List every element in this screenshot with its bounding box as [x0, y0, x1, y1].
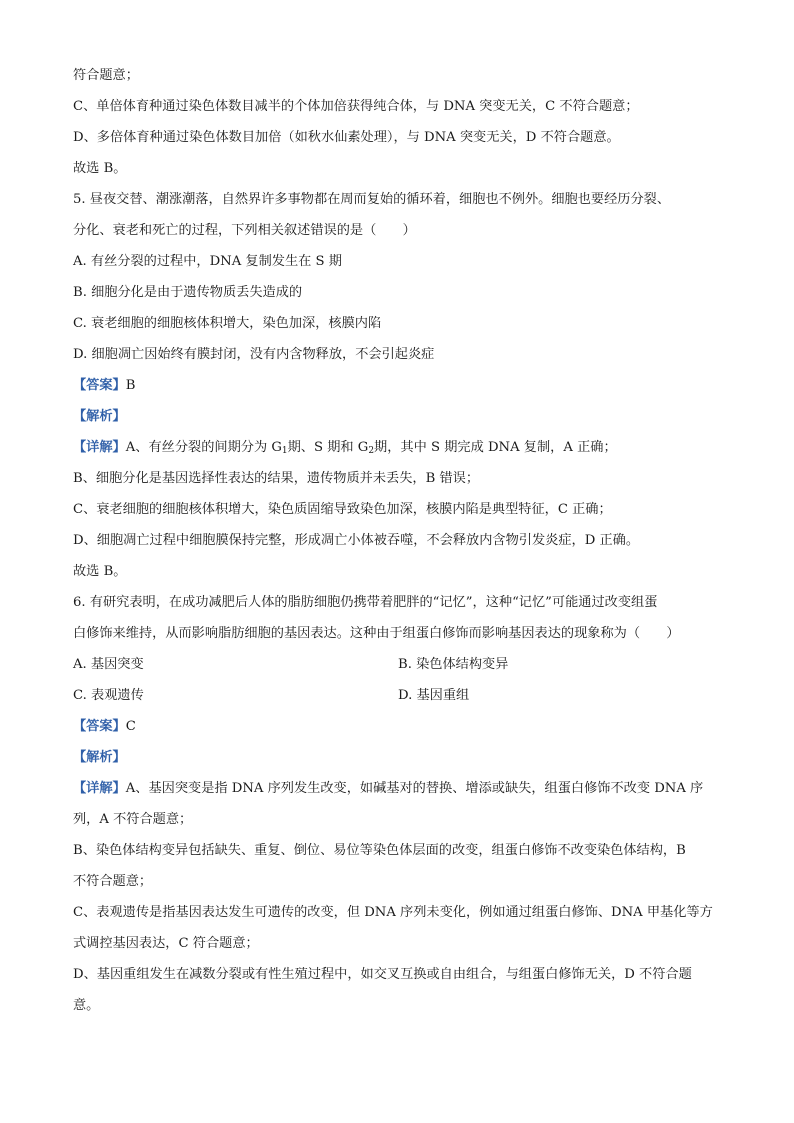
section-line	[73, 370, 723, 401]
section-line	[73, 711, 723, 742]
section-tag: 【详解】	[73, 440, 126, 455]
section-line	[73, 742, 723, 773]
section-tag: 【答案】	[73, 378, 126, 393]
text-line: B、染色体结构变异包括缺失、重复、倒位、易位等染色体层面的改变，组蛋白修饰不改变染色体结构，B	[73, 843, 686, 858]
section-tag: 【解析】	[73, 409, 126, 424]
section-tag: 【答案】	[73, 719, 126, 734]
text-line: 6. 有研究表明，在成功减肥后人体的脂肪细胞仍携带着肥胖的“记忆”，这种“记忆”可能通过改变组蛋	[73, 595, 658, 610]
text-line: D、细胞凋亡过程中细胞膜保持完整，形成凋亡小体被吞噬，不会释放内含物引发炎症，D 正确。	[73, 533, 640, 548]
text-line: 分化、衰老和死亡的过程，下列相关叙述错误的是（ ）	[73, 223, 416, 238]
document-page	[73, 60, 723, 1021]
text-line: B. 细胞分化是由于遗传物质丢失造成的	[73, 285, 303, 300]
subscript: 2	[368, 446, 375, 456]
section-line	[73, 401, 723, 432]
section-tag: 【解析】	[73, 750, 126, 765]
text-line: 故选 B。	[73, 161, 127, 176]
text-line: C. 衰老细胞的细胞核体积增大，染色加深，核膜内陷	[73, 316, 382, 331]
text-line: D. 细胞凋亡因始终有膜封闭，没有内含物释放，不会引起炎症	[73, 347, 435, 362]
text-line: C、表观遗传是指基因表达发生可遗传的改变，但 DNA 序列未变化，例如通过组蛋白修饰、DNA 甲基化等方	[73, 905, 713, 920]
text-line: D、基因重组发生在减数分裂或有性生殖过程中，如交叉互换或自由组合，与组蛋白修饰无关，D 不符合题	[73, 967, 692, 982]
text-line: 列，A 不符合题意；	[73, 812, 193, 827]
section-tag: 【详解】	[73, 781, 126, 796]
option-item: D. 基因重组	[398, 688, 470, 703]
section-text: A、基因突变是指 DNA 序列发生改变，如碱基对的替换、增添或缺失，组蛋白修饰不改变 DNA 序	[125, 781, 704, 796]
text-line: 故选 B。	[73, 564, 127, 579]
options-row	[73, 649, 723, 680]
subscript: 1	[281, 446, 288, 456]
text-line: 白修饰来维持，从而影响脂肪细胞的基因表达。这种由于组蛋白修饰而影响基因表达的现象称为（ ）	[73, 626, 680, 641]
section-text: 期，其中 S 期完成 DNA 复制，A 正确；	[374, 440, 617, 455]
text-line: 5. 昼夜交替、潮涨潮落，自然界许多事物都在周而复始的循环着，细胞也不例外。细胞也要经历分裂、	[73, 192, 671, 207]
text-line: D、多倍体育种通过染色体数目加倍（如秋水仙素处理），与 DNA 突变无关，D 不符合题意。	[73, 130, 620, 145]
text-line: A. 有丝分裂的过程中，DNA 复制发生在 S 期	[73, 254, 342, 269]
option-item: C. 表观遗传	[73, 688, 144, 703]
option-item: B. 染色体结构变异	[398, 657, 509, 672]
text-line: B、细胞分化是基因选择性表达的结果，遗传物质并未丢失，B 错误；	[73, 471, 480, 486]
section-text: 期、S 期和 G	[287, 440, 369, 455]
text-line: 式调控基因表达，C 符合题意；	[73, 936, 259, 951]
text-line: 符合题意；	[73, 68, 139, 83]
section-text: B	[125, 378, 136, 393]
options-row	[73, 680, 723, 711]
section-text: C	[125, 719, 136, 734]
text-line: 意。	[73, 998, 100, 1013]
text-line: C、衰老细胞的细胞核体积增大，染色质固缩导致染色加深，核膜内陷是典型特征，C 正确；	[73, 502, 612, 517]
section-line	[73, 773, 723, 804]
option-item: A. 基因突变	[73, 657, 144, 672]
text-line: C、单倍体育种通过染色体数目减半的个体加倍获得纯合体，与 DNA 突变无关，C 不符合题意；	[73, 99, 639, 114]
text-line: 不符合题意；	[73, 874, 153, 889]
section-text: A、有丝分裂的间期分为 G	[125, 440, 282, 455]
section-line	[73, 432, 723, 463]
